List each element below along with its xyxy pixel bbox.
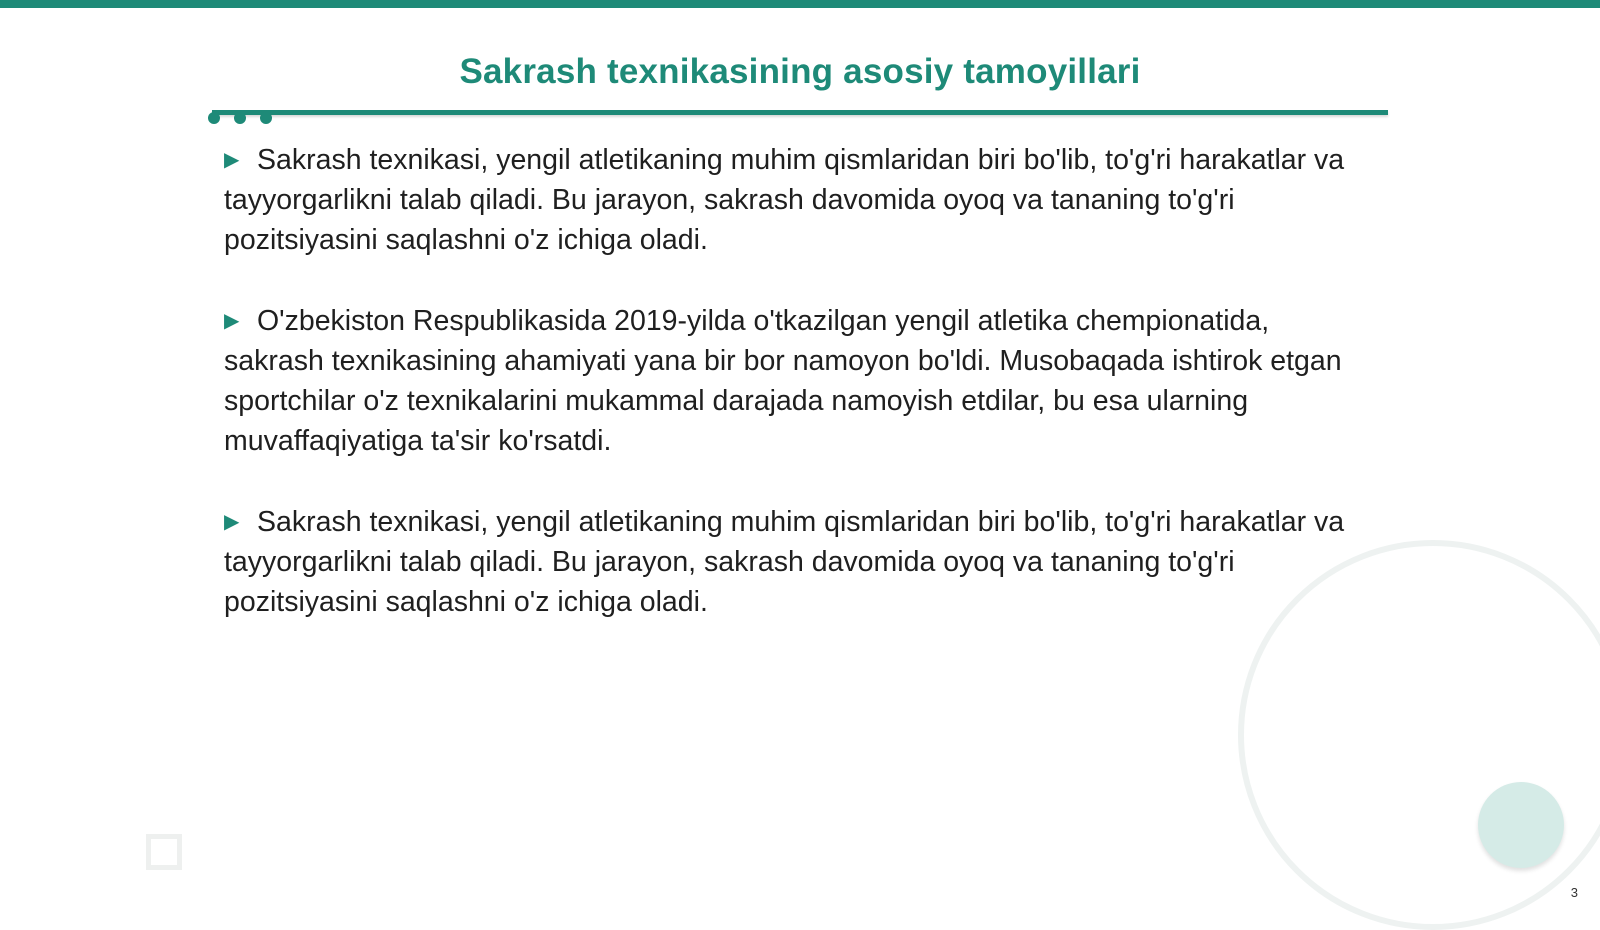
slide-title: Sakrash texnikasining asosiy tamoyillari xyxy=(459,52,1141,91)
decorative-square xyxy=(146,834,182,870)
decorative-dot xyxy=(208,112,220,124)
bullet-list xyxy=(224,140,1354,663)
bullet-text: Sakrash texnikasi, yengil atletikaning muhim qismlaridan biri bo'lib, to'g'ri harakatlar va tayyorgarlikni talab qiladi. Bu jarayon, sakrash davomida oyoq va tananing to'g'ri pozitsiyasini saqlashni o'z ichiga oladi. xyxy=(224,506,1345,618)
triangle-bullet-icon: ▶ xyxy=(224,310,240,332)
decorative-dot xyxy=(260,112,272,124)
decorative-circle xyxy=(1478,782,1564,868)
bullet-text: O'zbekiston Respublikasida 2019-yilda o'tkazilgan yengil atletika chempionatida, sakrash texnikasining ahamiyati yana bir bor namoyon bo'ldi. Musobaqada ishtirok etgan sportchilar o'z texnikalarini mukammal darajada namoyish etdilar, bu esa ularning muvaffaqiyatiga ta'sir ko'rsatdi. xyxy=(224,305,1342,457)
triangle-bullet-icon: ▶ xyxy=(224,149,240,171)
bullet-text: Sakrash texnikasi, yengil atletikaning muhim qismlaridan biri bo'lib, to'g'ri harakatlar va tayyorgarlikni talab qiladi. Bu jarayon, sakrash davomida oyoq va tananing to'g'ri pozitsiyasini saqlashni o'z ichiga oladi. xyxy=(224,144,1345,256)
bullet-item xyxy=(224,140,1354,260)
bullet-item xyxy=(224,502,1354,622)
title-underline xyxy=(212,110,1388,115)
page-number: 3 xyxy=(1570,885,1578,900)
triangle-bullet-icon: ▶ xyxy=(224,511,240,533)
top-accent-bar xyxy=(0,0,1600,8)
bullet-item xyxy=(224,301,1354,461)
decorative-ring xyxy=(1238,540,1600,930)
decorative-dot xyxy=(234,112,246,124)
